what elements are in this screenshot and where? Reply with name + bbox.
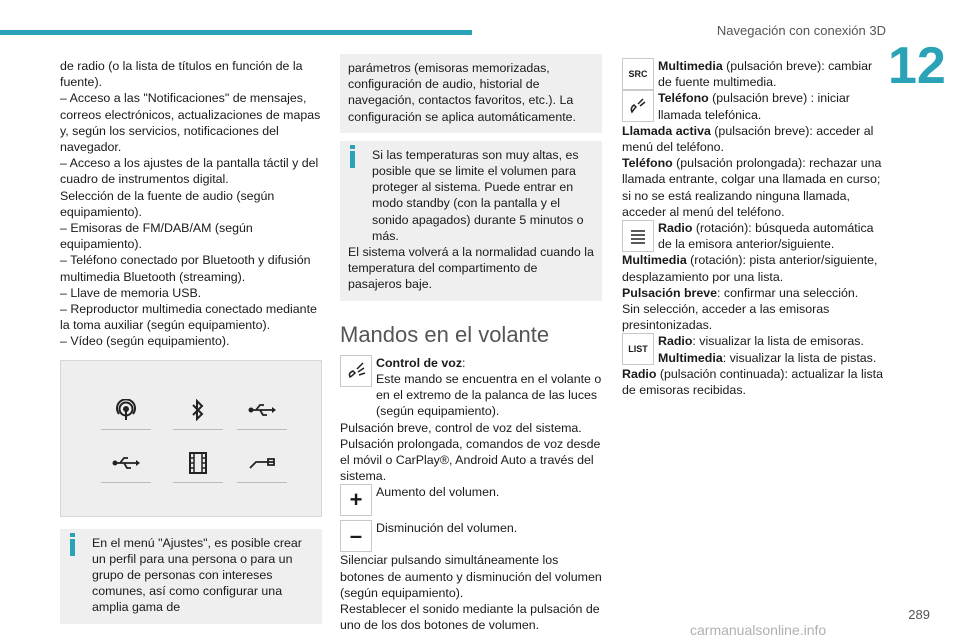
phone-icon	[622, 90, 654, 122]
voice-control-title: Control de voz:	[376, 355, 466, 370]
bluetooth-icon	[173, 396, 223, 424]
list-row	[622, 333, 884, 365]
info-text: En el menú "Ajustes", es posible crear un perfil para una persona o para un grupo de personas con intereses comunes, así como configurar una amplia gama de	[92, 535, 302, 615]
header-accent-bar	[0, 30, 472, 35]
paragraph: Teléfono (pulsación breve) : iniciar llamada telefónica.	[658, 91, 850, 122]
volume-up-row	[340, 484, 602, 516]
continued-box	[340, 54, 602, 133]
audio-source-icon-grid	[60, 360, 322, 517]
volume-down-row	[340, 520, 602, 552]
plus-icon: +	[340, 484, 372, 516]
paragraph: Aumento del volumen.	[376, 485, 500, 500]
paragraph: – Teléfono conectado por Bluetooth y difusión multimedia Bluetooth (streaming).	[60, 253, 311, 284]
paragraph: – Acceso a las "Notificaciones" de mensajes, correos electrónicos, actualizaciones de mapas y, según los servicios, notificaciones del navegador.	[60, 91, 321, 155]
info-icon	[350, 151, 355, 168]
paragraph: de radio (o la lista de títulos en función de la fuente).	[60, 59, 303, 90]
paragraph: Silenciar pulsando simultáneamente los botones de aumento y disminución del volumen (según equipamiento).	[340, 553, 602, 600]
info-text: parámetros (emisoras memorizadas, configuración de audio, historial de navegación, contactos favoritos, etc.). La configuración se aplica automáticamente.	[348, 61, 576, 124]
aux-jack-icon	[237, 449, 287, 477]
paragraph: Selección de la fuente de audio (según equipamiento).	[60, 188, 275, 219]
scroll-wheel-icon	[622, 220, 654, 252]
src-row	[622, 58, 884, 90]
paragraph: Restablecer el sonido mediante la pulsación de uno de los dos botones de volumen.	[340, 602, 600, 633]
info-text: El sistema volverá a la normalidad cuando la temperatura del compartimento de pasajeros baje.	[348, 245, 594, 292]
info-icon	[70, 539, 75, 556]
paragraph: Multimedia (rotación): pista anterior/siguiente, desplazamiento por una lista.	[622, 253, 878, 284]
section-heading: Mandos en el volante	[340, 321, 550, 347]
page-number: 289	[908, 607, 930, 622]
paragraph: Llamada activa (pulsación breve): acceder al menú del teléfono.	[622, 123, 874, 155]
phone-row	[622, 90, 884, 122]
paragraph: Pulsación breve, control de voz del sistema.	[340, 420, 582, 435]
radio-rotation-row	[622, 220, 884, 252]
paragraph: Este mando se encuentra en el volante o en el extremo de la palanca de las luces (según equipamiento).	[376, 372, 602, 419]
paragraph: – Llave de memoria USB.	[60, 285, 202, 300]
paragraph: Radio (pulsación continuada): actualizar la lista de emisoras recibidas.	[622, 366, 884, 398]
usb-icon	[101, 449, 151, 477]
paragraph: Disminución del volumen.	[376, 521, 518, 536]
src-button-icon: SRC	[622, 58, 654, 90]
column-1	[60, 58, 322, 624]
column-3	[622, 58, 884, 398]
voice-control-icon	[340, 355, 372, 387]
info-text: Si las temperaturas son muy altas, es posible que se limite el volumen para proteger al sistema. Puede entrar en modo standby (con la pantalla y el sonido apagados) durante 5 minutos o más.	[372, 147, 584, 243]
info-box	[60, 529, 322, 624]
paragraph: Radio (rotación): búsqueda automática de la emisora anterior/siguiente.	[658, 221, 874, 252]
watermark: carmanualsonline.info	[690, 622, 827, 638]
radio-icon	[101, 396, 151, 424]
video-icon	[173, 449, 223, 477]
list-button-icon: LIST	[622, 333, 654, 365]
paragraph: Teléfono (pulsación prolongada): rechazar una llamada entrante, colgar una llamada en curso; si no se está realizando ninguna llamada, acceder al menú del teléfono.	[622, 156, 882, 219]
paragraph: Sin selección, acceder a las emisoras presintonizadas.	[622, 302, 830, 333]
paragraph: Pulsación prolongada, comandos de voz desde el móvil o CarPlay®, Android Auto a través del sistema.	[340, 436, 601, 484]
paragraph: Multimedia: visualizar la lista de pistas.	[658, 350, 877, 365]
minus-icon: –	[340, 520, 372, 552]
paragraph: – Emisoras de FM/DAB/AM (según equipamiento).	[60, 221, 253, 252]
chapter-number: 12	[888, 37, 946, 95]
paragraph: Multimedia (pulsación breve): cambiar de fuente multimedia.	[658, 59, 873, 90]
info-box	[340, 141, 602, 301]
paragraph: – Vídeo (según equipamiento).	[60, 334, 230, 349]
usb-icon	[237, 396, 287, 424]
paragraph: – Reproductor multimedia conectado mediante la toma auxiliar (según equipamiento).	[60, 302, 317, 333]
paragraph: Pulsación breve: confirmar una selección.	[622, 285, 859, 300]
voice-control-row	[340, 355, 602, 420]
column-2	[340, 54, 602, 633]
paragraph: Radio: visualizar la lista de emisoras.	[658, 334, 864, 349]
paragraph: – Acceso a los ajustes de la pantalla táctil y del cuadro de instrumentos digital.	[60, 156, 319, 187]
header-title: Navegación con conexión 3D	[716, 23, 886, 38]
